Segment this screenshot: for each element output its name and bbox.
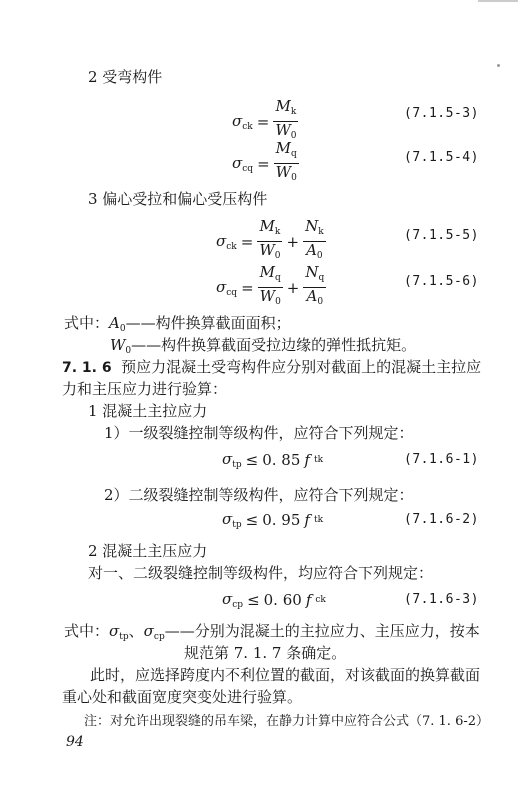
equation-7-1-5-4: $\sigma_{cq}$ = $\frac{M_q}{W_0}$ xyxy=(232,139,297,183)
equation-number: (7.1.5-3) xyxy=(404,106,479,121)
scan-dot xyxy=(497,64,500,67)
page-number: 94 xyxy=(66,734,84,750)
equation-number: (7.1.5-6) xyxy=(404,274,479,289)
paragraph-line1: 此时，应选择跨度内不利位置的截面，对该截面的换算截面 xyxy=(90,666,481,684)
equation-7-1-6-3: $\sigma_{cp}$ ≤ 0. 60 f ck xyxy=(222,590,326,610)
section-2-heading: 2 受弯构件 xyxy=(88,68,163,86)
clause-7-1-6-line1: 7. 1. 6 预应力混凝土受弯构件应分别对截面上的混凝土主拉应 xyxy=(62,358,482,376)
section-3-heading: 3 偏心受拉和偏心受压构件 xyxy=(88,190,268,208)
equation-7-1-5-3: $\sigma_{ck}$ = $\frac{M_k}{W_0}$ xyxy=(232,97,297,141)
equation-number: (7.1.5-5) xyxy=(404,228,479,243)
equation-number: (7.1.6-3) xyxy=(404,592,479,607)
clause-7-1-6-line2: 力和主压应力进行验算： xyxy=(62,380,228,398)
item-1-heading: 1 混凝土主拉应力 xyxy=(88,402,208,420)
equation-number: (7.1.6-1) xyxy=(404,452,479,467)
equation-7-1-6-2: $\sigma_{tp}$ ≤ 0. 95 f tk xyxy=(222,510,324,530)
equation-7-1-5-6: $\sigma_{cq}$ = $\frac{M_q}{W_0}$ + $\frac{N_q}{A_0}$ xyxy=(216,263,325,307)
where-sigma-desc-2: 规范第 7. 1. 7 条确定。 xyxy=(184,644,347,662)
equation-number: (7.1.5-4) xyxy=(404,150,479,165)
equation-number: (7.1.6-2) xyxy=(404,512,479,527)
paragraph-line2: 重心处和截面宽度突变处进行验算。 xyxy=(62,688,303,706)
item-1-sub-2: 2）二级裂缝控制等级构件，应符合下列规定： xyxy=(104,486,414,504)
where-sigma-tp-cp: 式中：$\sigma_{tp}$、$\sigma_{cp}——$分别为混凝土的主拉应力、主压应力，按本 xyxy=(64,622,480,642)
note: 注：对允许出现裂缝的吊车梁，在静力计算中应符合公式（7. 1. 6-2） xyxy=(84,714,490,729)
where-w0: $W_0——$构件换算截面受拉边缘的弹性抵抗矩。 xyxy=(110,336,417,356)
equation-7-1-5-5: $\sigma_{ck}$ = $\frac{M_k}{W_0}$ + $\frac{N_k}{A_0}$ xyxy=(216,217,324,261)
scan-mark-top xyxy=(478,0,518,2)
where-a0: 式中：$A_0——$构件换算截面面积； xyxy=(64,314,291,334)
item-2-text: 对一、二级裂缝控制等级构件，均应符合下列规定： xyxy=(88,564,434,582)
item-1-sub-1: 1）一级裂缝控制等级构件，应符合下列规定： xyxy=(104,424,414,442)
item-2-heading: 2 混凝土主压应力 xyxy=(88,542,208,560)
equation-7-1-6-1: $\sigma_{tp}$ ≤ 0. 85 f tk xyxy=(222,450,324,470)
